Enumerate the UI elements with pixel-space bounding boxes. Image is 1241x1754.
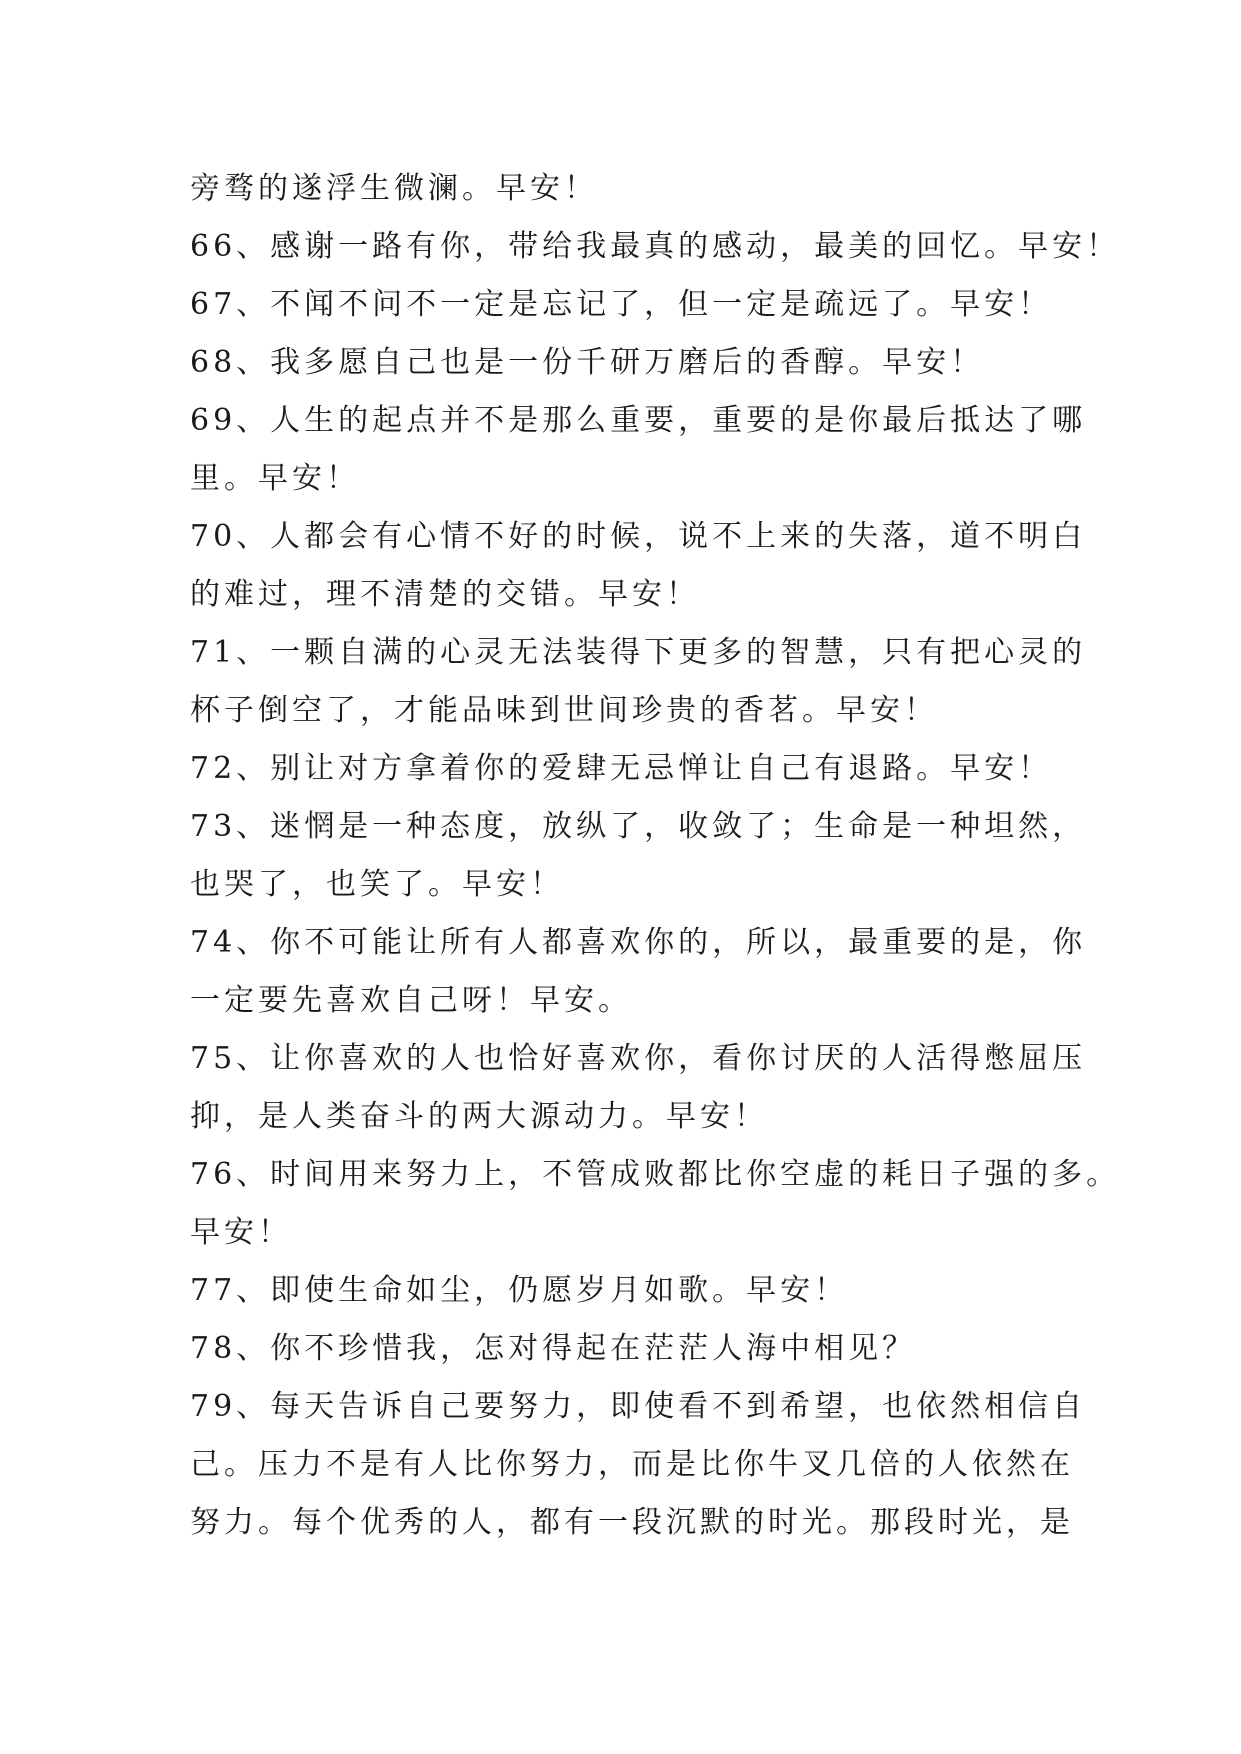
text-line: 70、人都会有心情不好的时候，说不上来的失落，道不明白 bbox=[190, 519, 1087, 554]
text-line: 74、你不可能让所有人都喜欢你的，所以，最重要的是，你 bbox=[190, 925, 1087, 960]
text-line: 杯子倒空了，才能品味到世间珍贵的香茗。早安！ bbox=[190, 693, 938, 728]
text-line: 的难过，理不清楚的交错。早安！ bbox=[190, 577, 700, 612]
text-line: 也哭了，也笑了。早安！ bbox=[190, 867, 564, 902]
text-line: 78、你不珍惜我，怎对得起在茫茫人海中相见？ bbox=[190, 1331, 917, 1366]
text-line: 66、感谢一路有你，带给我最真的感动，最美的回忆。早安！ bbox=[190, 229, 1121, 264]
text-line: 79、每天告诉自己要努力，即使看不到希望，也依然相信自 bbox=[190, 1389, 1087, 1424]
text-line: 旁骛的遂浮生微澜。早安！ bbox=[190, 171, 598, 206]
text-line: 抑，是人类奋斗的两大源动力。早安！ bbox=[190, 1099, 768, 1134]
text-line: 一定要先喜欢自己呀！早安。 bbox=[190, 983, 632, 1018]
text-line: 73、迷惘是一种态度，放纵了，收敛了；生命是一种坦然， bbox=[190, 809, 1087, 844]
text-line: 己。压力不是有人比你努力，而是比你牛叉几倍的人依然在 bbox=[190, 1447, 1074, 1482]
text-line: 76、时间用来努力上，不管成败都比你空虚的耗日子强的多。 bbox=[190, 1157, 1121, 1192]
text-line: 努力。每个优秀的人，都有一段沉默的时光。那段时光，是 bbox=[190, 1505, 1074, 1540]
text-line: 71、一颗自满的心灵无法装得下更多的智慧，只有把心灵的 bbox=[190, 635, 1087, 670]
document-body bbox=[190, 160, 1121, 1552]
text-line: 72、别让对方拿着你的爱肆无忌惮让自己有退路。早安！ bbox=[190, 751, 1053, 786]
text-line: 77、即使生命如尘，仍愿岁月如歌。早安！ bbox=[190, 1273, 849, 1308]
text-line: 早安！ bbox=[190, 1215, 292, 1250]
text-line: 69、人生的起点并不是那么重要，重要的是你最后抵达了哪 bbox=[190, 403, 1087, 438]
text-line: 里。早安！ bbox=[190, 461, 360, 496]
text-line: 68、我多愿自己也是一份千研万磨后的香醇。早安！ bbox=[190, 345, 985, 380]
text-line: 67、不闻不问不一定是忘记了，但一定是疏远了。早安！ bbox=[190, 287, 1053, 322]
text-line: 75、让你喜欢的人也恰好喜欢你，看你讨厌的人活得憋屈压 bbox=[190, 1041, 1087, 1076]
